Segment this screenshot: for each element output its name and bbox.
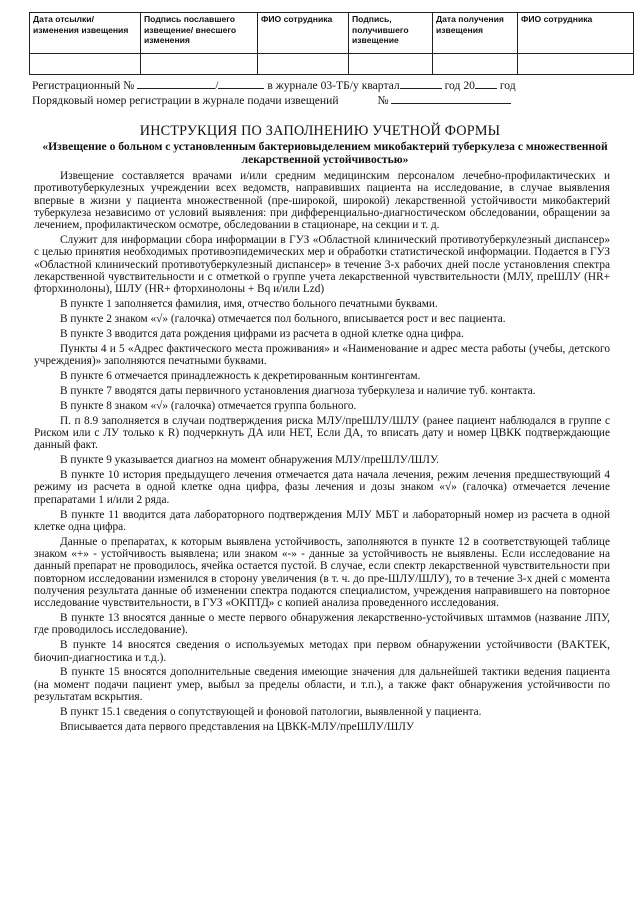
paragraph: В пункте 7 вводятся даты первичного установления диагноза туберкулеза и наличие туб. контакта.: [60, 384, 536, 397]
year-blank: [475, 78, 497, 89]
header-receiver-signature: Подпись, получившего извещение: [349, 13, 433, 54]
paragraph: Извещение составляется врачами и/или средним медицинским персоналом лечебно-профилактических и противотуберкулезных учреждении всех ведомств, направивших пациента на исследование, в случае выявления впервые в жизни у пациента множественной (пре-широкой, широкой) лекарственной устойчивости микобактерий туберкулеза независимо от условий выявления: при дифференциально-диагностическом обследовании, обращении за лечением, профилактическом осмотре, обследовании в стационаре, на секции и т. д.: [34, 170, 610, 232]
journal-quarter-label: в журнале 03-ТБ/у квартал: [267, 79, 400, 92]
registration-number-blank: [137, 78, 215, 89]
journal-order-blank: [391, 93, 511, 104]
journal-order-label: Порядковый номер регистрации в журнале подачи извещений: [32, 94, 339, 107]
paragraph: Служит для информации сбора информации в ГУЗ «Областной клинический противотуберкулезный диспансер» с целью принятия необходимых противоэпидемических мер и обработки статистической информации. Подается в ГУЗ «Областной клинический противотуберкулезный диспансер» в течение 3-х рабочих дней после установления спектра лекарственной чувствительности и с отметкой о группе учета лекарственной чувствительности (МЛУ, пре​ШЛУ (HR+ фторхинолоны), ШЛУ (HR+ фторхинолоны + Bq и/или Lzd): [34, 234, 610, 296]
year-label-2: год: [499, 79, 516, 92]
registration-number-line: [32, 78, 516, 93]
header-date-received: Дата получения извещения: [433, 13, 518, 54]
paragraph: В пункте 13 вносятся данные о месте первого обнаружения лекарственно-устойчивых штаммов (название ЛПУ, где проводилось исследование).: [34, 612, 610, 637]
paragraph: В пункте 11 вводится дата лабораторного подтверждения МЛУ МБТ и лабораторный номер из расчета в одной клетке одна цифра.: [34, 508, 610, 533]
registration-number-label: Регистрационный №: [32, 79, 135, 92]
journal-order-number-sign: №: [377, 94, 389, 107]
paragraph: В пункте 10 история предыдущего лечения отмечается дата начала лечения, режим лечения предшествующий 4 режиму из расчета в одной клетке одна цифра, фазы лечения и дозы знаком «√» (галочка) отмечается лечение препаратами 1 и/или 2 ряда.: [34, 469, 610, 506]
paragraph: В пункте 1 заполняется фамилия, имя, отчество больного печатными буквами.: [60, 298, 438, 311]
register-table: [29, 12, 634, 75]
instruction-title: ИНСТРУКЦИЯ ПО ЗАПОЛНЕНИЮ УЧЕТНОЙ ФОРМЫ: [139, 123, 501, 139]
paragraph: В пункте 14 вносятся сведения о используемых методах при первом обнаружении устойчивости (BAKTEK, биочип-диагностика и т.д.).: [34, 639, 610, 664]
register-table-header-row: [30, 13, 634, 54]
empty-cell: [433, 54, 518, 75]
paragraph: В пункте 6 отмечается принадлежность к декретированным контингентам.: [60, 370, 421, 383]
empty-cell: [258, 54, 349, 75]
registration-slash: /: [215, 79, 219, 92]
paragraph: В пункте 8 знаком «√» (галочка) отмечается группа больного.: [60, 399, 357, 412]
paragraph: В пункт 15.1 сведения о сопутствующей и фоновой патологии, выявленной у пациента.: [60, 705, 482, 718]
header-sender-name: ФИО сотрудника: [258, 13, 349, 54]
paragraph: Данные о препаратах, к которым выявлена устойчивость, заполняются в пункте 12 в соответствующей таблице знаком «+» - устойчивость выявлена; или знаком «-» - данные за устойчивость не выявлены. Если исследование на данный препарат не проводилось, ячейка остается пустой. В случае, если спектр лекарственной чувствительности при повторном исследовании изменился в сторону увеличения (в т. ч. до пре-ШЛУ/ШЛУ), то в течение 3-х дней с момента получения результата данные об изменении спектра подаются специалистом, учреждения направившего на повторное исследование чувствительности, в ГУЗ «ОКПТД» с копией анализа проведенного исследования.: [34, 535, 610, 610]
year-label: год 20: [444, 79, 475, 92]
instruction-subtitle: «Извещение о больном с установленным бактериовыделением микобактерий туберкулеза с множественной лекарственной устойчивостью»: [42, 140, 608, 166]
register-table-empty-row: [30, 54, 634, 75]
header-receiver-name: ФИО сотрудника: [518, 13, 634, 54]
paragraph: В пункте 2 знаком «√» (галочка) отмечается пол больного, вписывается рост и вес пациента.: [60, 313, 506, 326]
instruction-body: [34, 170, 610, 736]
header-sender-signature: Подпись пославшего извещение/ внесшего изменения: [141, 13, 258, 54]
empty-cell: [141, 54, 258, 75]
empty-cell: [349, 54, 433, 75]
registration-number-blank-2: [218, 78, 264, 89]
empty-cell: [30, 54, 141, 75]
paragraph: В пункте 3 вводится дата рождения цифрами из расчета в одной клетке одна цифра.: [60, 327, 464, 340]
header-date-sent: Дата отсылки/ изменения извещения: [30, 13, 141, 54]
paragraph: Пункты 4 и 5 «Адрес фактического места проживания» и «Наименование и адрес места работы (учебы, детского учреждения)» заполняются печатными буквами.: [34, 342, 610, 368]
paragraph: Вписывается дата первого представления на ЦВКК-МЛУ/преШЛУ/ШЛУ: [60, 720, 414, 733]
paragraph: П. п 8.9 заполняется в случаи подтверждения риска МЛУ/преШЛУ/ШЛУ (ранее пациент наблюдался в группе с Риском или с ЛУ только к R) подчеркнуть ДА или НЕТ, Если ДА, то вписать дату и номер ЦВКК подтверждающие данный факт.: [34, 414, 610, 452]
paragraph: В пункте 9 указывается диагноз на момент обнаружения МЛУ/преШЛУ/ШЛУ.: [60, 454, 439, 467]
empty-cell: [518, 54, 634, 75]
paragraph: В пункте 15 вносятся дополнительные сведения имеющие значения для дальнейшей тактики ведения пациента (на момент подачи пациент умер, выбыл за пределы области, и т.п.), а также факт обнаружения устойчивости по результатам вскрытия.: [34, 666, 610, 704]
journal-order-line: [32, 93, 511, 108]
quarter-blank: [400, 78, 442, 89]
